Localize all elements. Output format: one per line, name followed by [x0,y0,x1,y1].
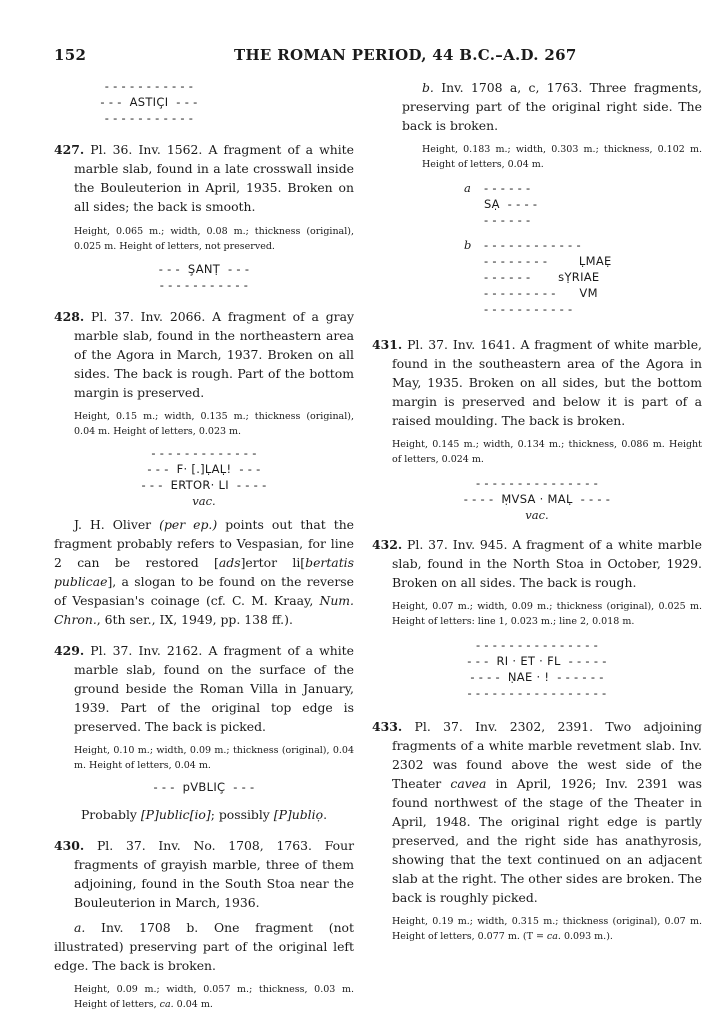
page-number: 152 [54,46,87,64]
entry-text: Pl. 36. Inv. 1562. A fragment of a white marble slab, found in a late crosswall inside the Bouleuterion in April, 1935. Broken on all sides; the back is smooth. [74,142,354,214]
entry-text: Pl. 37. Inv. 945. A fragment of a white marble slab, found in the North Stoa in October, 1929. Broken on all sides. The back is rough. [392,537,702,590]
inscription-line: - - - - - - sỴRIAE [484,270,600,284]
entry-429 [54,641,354,824]
inscription-line: - - - - - - - - - - - [104,79,194,93]
measurements: Height, 0.145 m.; width, 0.134 m.; thickness, 0.086 m. Height of letters, 0.024 m. [392,439,702,465]
entry-number: 429. [54,643,85,658]
inscription-line: - - - - - - - - - - - [484,302,573,316]
inscription-line: - - - - - - - - - - - - - - - - - [467,686,607,700]
measurements: Height, 0.10 m.; width, 0.09 m.; thickness (original), 0.04 m. Height of letters, 0.04 m. [74,745,354,771]
entry-text: Pl. 37. Inv. 2162. A fragment of a white marble slab, found on the surface of the ground beside the Roman Villa in January, 1939. Part of the original top edge is preserved. The back is picked. [74,643,354,734]
left-column [54,78,354,1012]
inscription-line: - - - - ṂVSA · MAḶ - - - - [463,492,611,506]
vacat: vac. [525,508,549,522]
vacat: vac. [192,494,216,508]
inscription-line: - - - ERTOR· LI - - - - [141,478,267,492]
measurements: Height, 0.19 m.; width, 0.315 m.; thickness (original), 0.07 m. Height of letters, 0.077 m. (T = ca. 0.093 m.). [392,916,702,942]
entry-430b [402,78,702,317]
entry-number: 430. [54,838,85,853]
entry-number: 433. [372,719,403,734]
entry-number: 432. [372,537,403,552]
entry-431 [372,335,702,523]
fragment-label: b [464,238,472,252]
inscription-top [54,78,244,126]
inscription-line: - - - - - - - - - - - [159,278,249,292]
commentary: J. H. Oliver (per ep.) points out that the fragment probably refers to Vespasian, for line 2 can be restored [ads]ertor li[bertatis publicae], a slogan to be found on the reverse of Vespasian's coinage (cf. C. M. Kraay, Num. Chron., 6th ser., IX, 1949, pp. 138 ff.). [54,517,355,627]
fragment-a [402,180,702,228]
inscription [372,637,702,701]
right-column [372,78,702,944]
entry-428 [54,307,354,629]
measurements: Height, 0.183 m.; width, 0.303 m.; thickness, 0.102 m. Height of letters, 0.04 m. [422,144,702,170]
inscription [372,475,702,523]
entry-text: Pl. 37. Inv. 1641. A fragment of white marble, found in the southeastern area of the Agora in May, 1935. Broken on all sides, but the bottom margin is preserved and below it is part of a raised moulding. The back is broken. [392,337,702,428]
inscription-line: - - - - - - - - - VM [484,286,598,300]
entry-427 [54,140,354,293]
inscription-line: - - - ASTIÇI - - - [100,95,198,109]
inscription-line: - - - - - - [484,213,531,227]
commentary: Probably [P]ublic[io]; possibly [P]ubliọ. [80,807,328,822]
entry-number: 427. [54,142,85,157]
entry-433: 433. Pl. 37. Inv. 2302, 2391. Two adjoining fragments of a white marble revetment slab. Inv. 2302 was found above the west side of the Theater cavea in April, 1926; Inv. 2391 was found northwest of the stage of the Theater in April, 1948. The original right edge is partly preserved, and the right side has anathyrosis, showing that the text continued on an adjacent slab at the right. The other sides are broken. The back is roughly picked. Height, 0.19 m.; width, 0.315 m.; thickness (original), 0.07 m. Height of letters, 0.077 m. (T = ca. 0.093 m.). [372,719,702,942]
measurements: Height, 0.09 m.; width, 0.057 m.; thickness, 0.03 m. Height of letters, ca. 0.04 m. [74,984,354,1010]
inscription-line: - - - - - - - - - - - - - - - [475,638,599,652]
inscription-line: SẠ - - - - [484,197,538,211]
inscription-line: - - - F· [.]ḶAḶ! - - - [147,462,261,476]
inscription-line: - - - RI · ET · FL - - - - - [467,654,607,668]
inscription-line: - - - - ṆAE · ! - - - - - - [470,670,604,684]
fragment-b [402,237,702,317]
sub-entry-b: b. Inv. 1708 a, c, 1763. Three fragments, preserving part of the original right side. The back is broken. [402,80,702,133]
entry-text: Pl. 37. Inv. No. 1708, 1763. Four fragments of grayish marble, three of them adjoining, found in the South Stoa near the Bouleuterion in March, 1936. [74,838,354,910]
entry-text: Pl. 37. Inv. 2066. A fragment of a gray marble slab, found in the northeastern area of the Agora in March, 1937. Broken on all sides. The back is rough. Part of the bottom margin is preserved. [74,309,354,400]
inscription [54,261,354,293]
inscription-line: - - - - - - - - - - - [104,111,194,125]
measurements: Height, 0.07 m.; width, 0.09 m.; thickness (original), 0.025 m. Height of letters: line 1, 0.023 m.; line 2, 0.018 m. [392,601,702,627]
inscription-line: - - - - - - - - - - - - - - - [475,476,599,490]
entry-number: 428. [54,309,85,324]
inscription-line: - - - - - - - - - - - - [484,238,581,252]
sub-entry-a: a. Inv. 1708 b. One fragment (not illustrated) preserving part of the original left edge. The back is broken. [54,920,354,973]
inscription-line: - - - pVBLIÇ - - - [153,780,255,794]
entry-number: 431. [372,337,403,352]
fragment-label: a [464,181,471,195]
inscription-line: - - - ŞANṬ - - - [158,262,250,276]
running-title: THE ROMAN PERIOD, 44 B.C.–A.D. 267 [234,46,577,64]
inscription-line: - - - - - - - - ḶMAẸ [484,254,612,268]
entry-432 [372,535,702,701]
inscription [54,779,354,795]
inscription-line: - - - - - - [484,181,531,195]
inscription [54,445,354,509]
measurements: Height, 0.15 m.; width, 0.135 m.; thickness (original), 0.04 m. Height of letters, 0.023 m. [74,411,354,437]
entry-430 [54,836,354,1012]
measurements: Height, 0.065 m.; width, 0.08 m.; thickness (original), 0.025 m. Height of letters, not preserved. [74,226,354,252]
inscription-line: - - - - - - - - - - - - - [151,446,257,460]
